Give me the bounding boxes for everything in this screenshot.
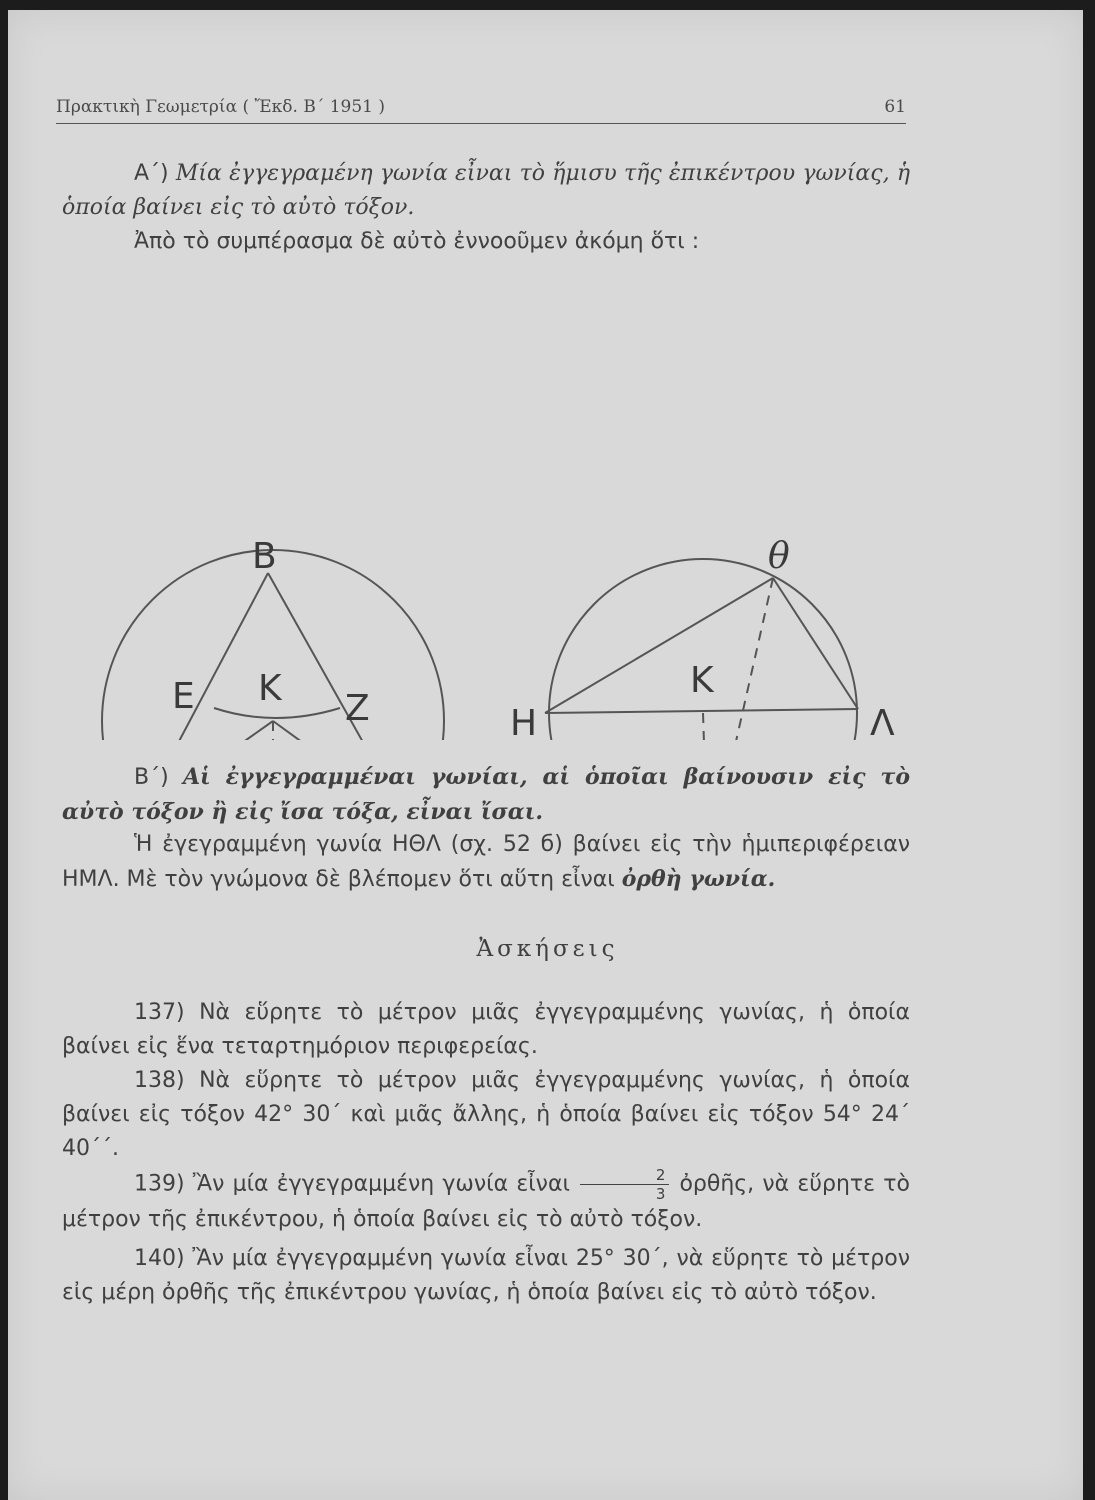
point-L: Λ bbox=[870, 703, 895, 740]
paragraph-c-text: Ἡ ἐγεγραμμένη γωνία ΗΘΛ (σχ. 52 б) βαίνει εἰς τὴν ἡμιπεριφέρειαν ΗΜΛ. Μὲ τὸν γνώμονα δὲ βλέπομεν ὅτι αὕτη εἶναι bbox=[62, 832, 910, 892]
theorem-a-text: Μία ἐγγεγραμένη γωνία εἶναι τὸ ἥμισυ τῆς ἐπικέντρου γωνίας, ἡ ὁποία βαίνει εἰς τὸ αὐτὸ τόξον. bbox=[62, 161, 910, 220]
exercise-140: 140) Ἂν μία ἐγγεγραμμένη γωνία εἶναι 25° 30΄, νὰ εὕρητε τὸ μέτρον εἰς μέρη ὀρθῆς τῆς ἐπικέντρου γωνίας, ἡ ὁποία βαίνει εἰς τὸ αὐτὸ τόξον. bbox=[62, 1246, 910, 1305]
fraction-denominator: 3 bbox=[655, 1185, 666, 1203]
running-title: Πρακτικὴ Γεωμετρία ( Ἔκδ. Β΄ 1951 ) bbox=[56, 97, 386, 117]
point-K-a: K bbox=[258, 668, 282, 709]
diameter-HL bbox=[545, 709, 858, 713]
chord-BG bbox=[268, 573, 405, 740]
exercise-139-start: 139) Ἂν μία ἐγγεγραμμένη γωνία εἶναι bbox=[134, 1171, 570, 1197]
chord-BA bbox=[140, 573, 268, 740]
paragraph-c-emphasis: ὀρθὴ γωνία. bbox=[621, 866, 776, 892]
exercise-139 bbox=[62, 1166, 910, 1237]
theorem-a-label: Α΄) bbox=[134, 161, 169, 186]
dashed-ThM bbox=[708, 578, 773, 740]
figure-52 bbox=[0, 260, 1095, 740]
point-K-b: K bbox=[690, 660, 714, 701]
paragraph-c bbox=[62, 828, 910, 897]
theorem-a bbox=[62, 157, 910, 225]
theorem-b-text: Αἱ ἐγγεγραμμέναι γωνίαι, αἱ ὁποῖαι βαίνουσιν εἰς τὸ αὐτὸ τόξον ἢ εἰς ἴσα τόξα, εἶναι ἴσαι. bbox=[62, 764, 910, 825]
exercise-137: 137) Νὰ εὕρητε τὸ μέτρον μιᾶς ἐγγεγραμμένης γωνίας, ἡ ὁποία βαίνει εἰς ἕνα τεταρτημόριον περιφερείας. bbox=[62, 1000, 910, 1059]
theorem-b bbox=[62, 760, 910, 830]
exercises-heading: Ἀσκήσεις bbox=[476, 936, 619, 962]
fraction-numerator: 2 bbox=[580, 1166, 670, 1185]
page-number: 61 bbox=[884, 97, 906, 117]
circle-a bbox=[102, 550, 444, 740]
point-B: B bbox=[252, 536, 277, 577]
conclusion-line: Ἀπὸ τὸ συμπέρασμα δὲ αὐτὸ ἐννοοῦμεν ἀκόμη ὅτι : bbox=[134, 229, 700, 254]
radius-KA bbox=[140, 721, 273, 740]
point-H: H bbox=[510, 703, 538, 740]
header-rule bbox=[56, 123, 906, 124]
fraction-two-thirds bbox=[580, 1166, 670, 1203]
exercise-139-end: ὀρθῆς, νὰ εὕρητε τὸ μέτρον τῆς ἐπικέντρου, ἡ ὁποία βαίνει εἰς τὸ αὐτὸ τόξον. bbox=[62, 1171, 910, 1232]
point-Z: Z bbox=[345, 688, 370, 729]
point-E: E bbox=[172, 676, 195, 717]
theorem-b-label: Β΄) bbox=[134, 765, 169, 790]
point-Th: θ bbox=[768, 536, 790, 577]
exercise-138: 138) Νὰ εὕρητε τὸ μέτρον μιᾶς ἐγγεγραμμένης γωνίας, ἡ ὁποία βαίνει εἰς τόξον 42° 30΄ καὶ μιᾶς ἄλλης, ἡ ὁποία βαίνει εἰς τόξον 54° 24΄ 40΄΄. bbox=[62, 1068, 910, 1161]
chord-ThL bbox=[773, 578, 858, 709]
radius-KG bbox=[273, 721, 405, 740]
dashed-KM bbox=[703, 713, 708, 740]
arc-a bbox=[214, 708, 340, 718]
chord-HTh bbox=[545, 578, 773, 713]
